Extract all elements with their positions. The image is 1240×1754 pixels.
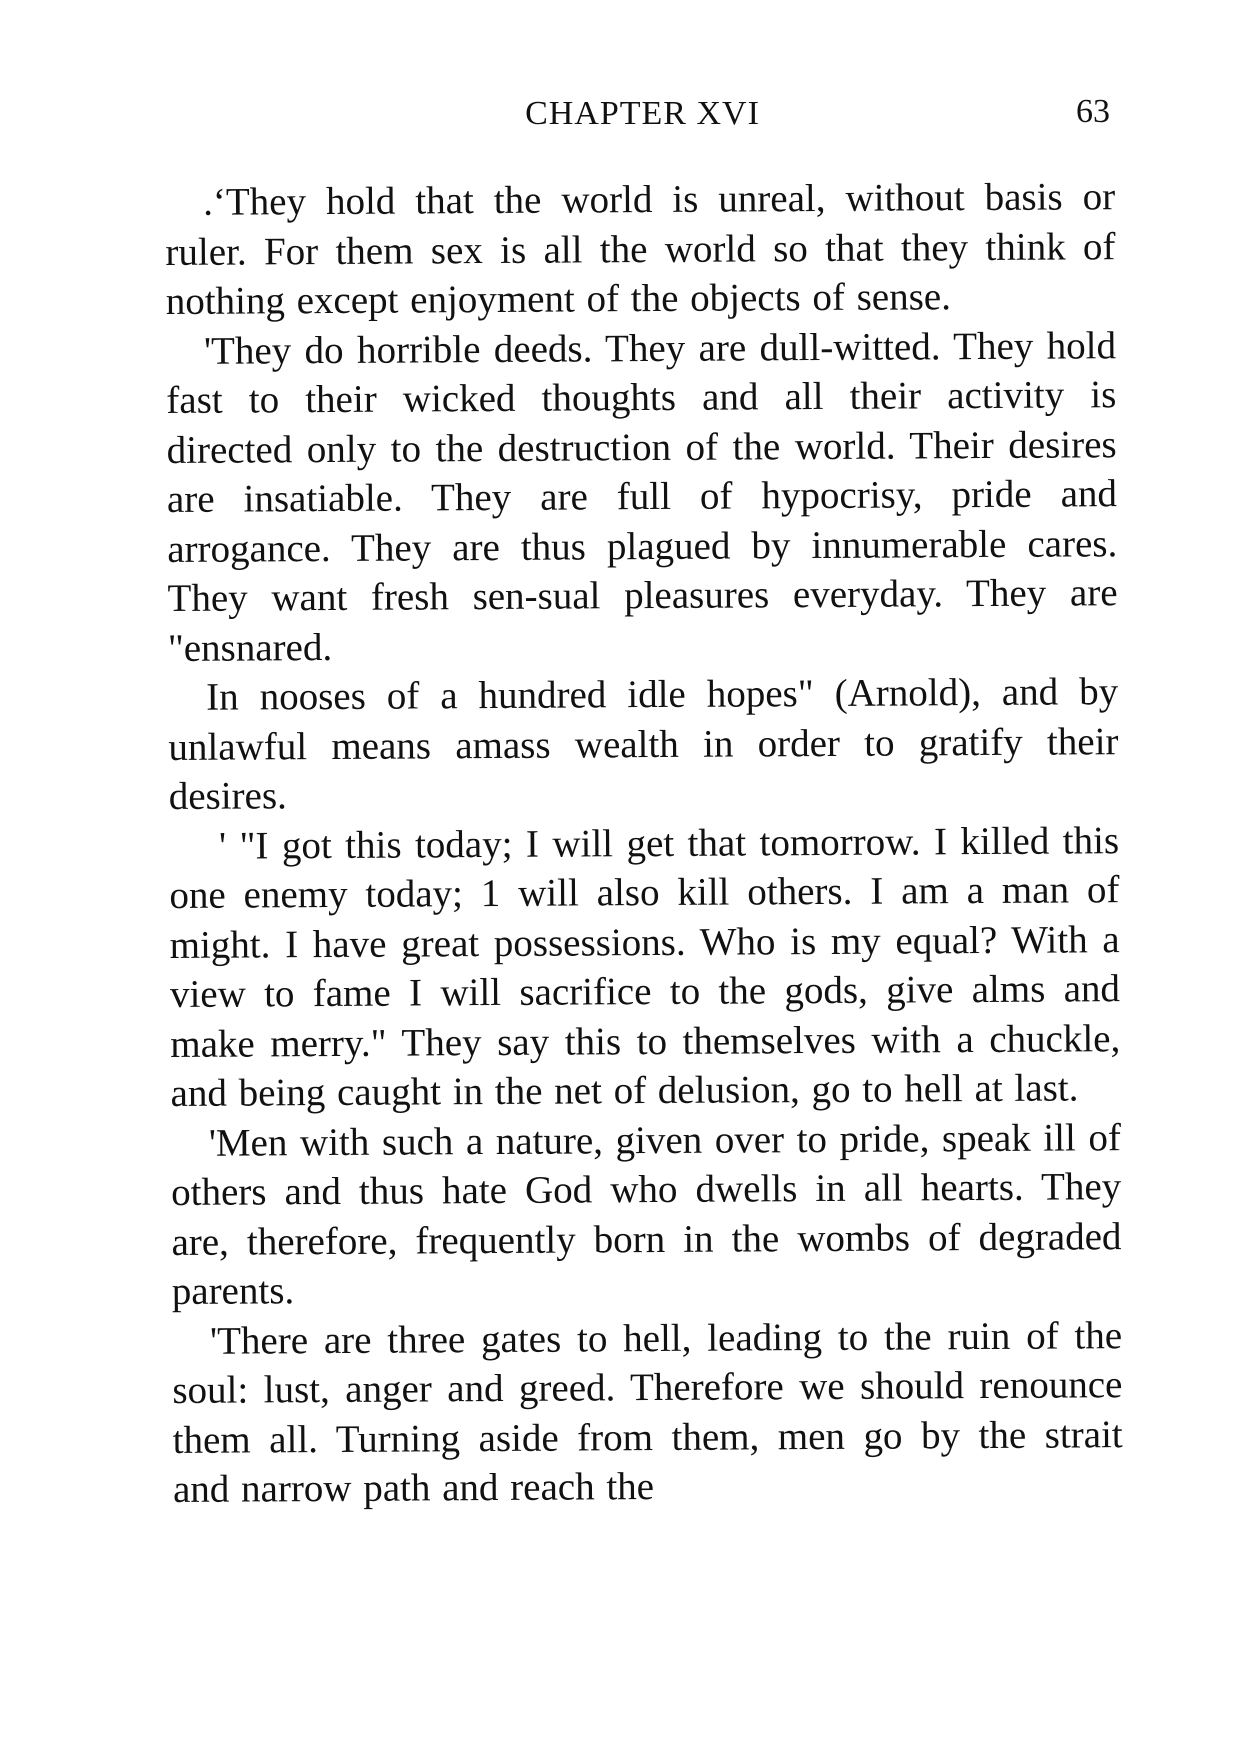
paragraph: 'They do horrible deeds. They are dull-witted. They hold fast to their wicked thoughts and all their activity is directed only to the destruction of the world. Their desires are insatiable. They are full of hypocrisy, pride and arrogance. They are thus plagued by innumerable cares. They want fresh sen-sual pleasures everyday. They are "ensnared.	[166, 323, 1118, 670]
paragraph: .‘They hold that the world is unreal, without basis or ruler. For them sex is all the world so that they think of nothing except enjoyment of the objects of sense.	[165, 175, 1116, 323]
paragraph: ' "I got this today; I will get that tomorrow. I killed this one enemy today; 1 will also kill others. I am a man of might. I have great possessions. Who is my equal? With a view to fame I will sacrifice to the gods, give alms and make merry." They say this to themselves with a chuckle, and being caught in the net of delusion, go to hell at last.	[169, 818, 1121, 1115]
chapter-title: CHAPTER XVI	[525, 95, 760, 132]
paragraph: 'Men with such a nature, given over to pride, speak ill of others and thus hate God who dwells in all hearts. They are, therefore, frequently born in the wombs of degraded parents.	[171, 1115, 1122, 1313]
paragraph: 'There are three gates to hell, leading to the ruin of the soul: lust, anger and greed. Therefore we should renounce them all. Turning aside from them, men go by the strait and narrow path and reach the	[172, 1313, 1123, 1511]
page-header	[170, 95, 1115, 145]
body-text	[165, 172, 1123, 1514]
paragraph: In nooses of a hundred idle hopes" (Arnold), and by unlawful means amass wealth in order to gratify their desires.	[168, 670, 1119, 818]
page-number: 63	[1076, 93, 1110, 130]
